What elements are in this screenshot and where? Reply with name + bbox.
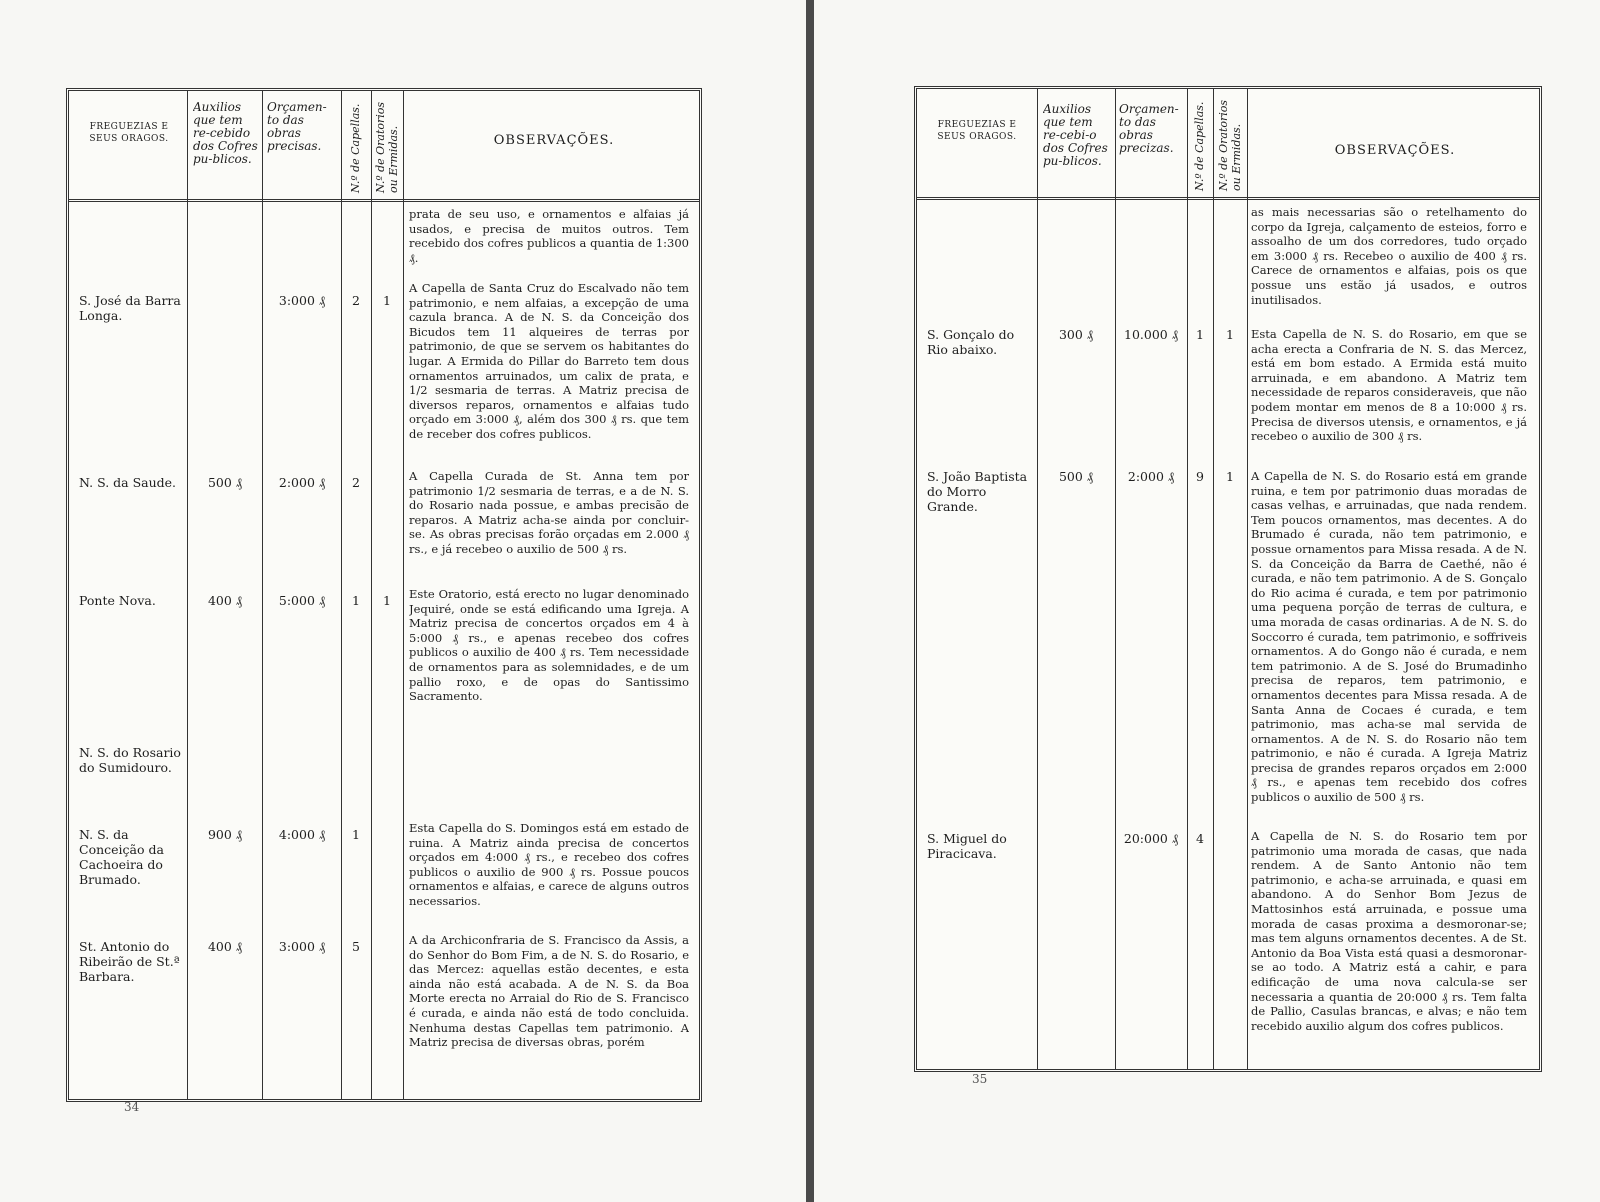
row-auxilio: 400 ₰ xyxy=(207,939,243,954)
header-auxilios: Auxilios que tem re-cebi-o dos Cofres pu-blicos. xyxy=(1043,103,1108,168)
row-orcamento: 4:000 ₰ xyxy=(278,827,326,842)
row-orcamento: 2:000 ₰ xyxy=(1127,469,1175,484)
row-capellas: 1 xyxy=(352,593,360,608)
row-orcamento: 3:000 ₰ xyxy=(278,939,326,954)
header-capellas: N.º de Capellas. xyxy=(1193,101,1206,191)
row-observation: A da Archiconfraria de S. Francisco da Assis, a do Senhor do Bom Fim, a de N. S. do Rosario, e das Mercez: aquellas estão decentes, e esta ainda não está acabada. A de N. S. da Boa Morte erecta no Arraial do Rio de S. Francisco é curada, e ainda não está de todo concluida. Nenhuma destas Capellas tem patrimonio. A Matriz precisa de diversas obras, porém xyxy=(409,933,689,1050)
header-freguezias: FREGUEZIAS E SEUS ORAGOS. xyxy=(89,122,169,144)
book-gutter xyxy=(806,0,814,1202)
header-orcamentos: Orçamen-to das obras precizas. xyxy=(1119,103,1179,155)
row-freguezia: S. Miguel do Piracicava. xyxy=(927,831,1007,861)
row-observation: Esta Capella de N. S. do Rosario, em que se acha erecta a Confraria de N. S. das Mercez, está em bom estado. A Ermida está muito arruinada, e em abandono. A Matriz tem necessidade de reparos consideraveis, que não podem montar em menos de 8 a 10:000 ₰ rs. Precisa de diversos utensis, e ornamentos, e já recebeo o auxilio de 300 ₰ rs. xyxy=(1251,327,1527,444)
header-capellas: N.º de Capellas. xyxy=(349,103,362,193)
row-observation: A Capella de N. S. do Rosario está em grande ruina, e tem por patrimonio duas moradas de casas velhas, e arruinadas, que nada rendem. Tem poucos ornamentos, mas decentes. A do Brumado é curada, não tem patrimonio, e possue ornamentos para Missa resada. A de N. S. da Conceição da Barra de Caethé, não é curada, e não tem patrimonio. A de S. Gonçalo do Rio acima é curada, e tem por patrimonio uma pequena porção de terras de cultura, e uma morada de casas ordinarias. A de N. S. do Soccorro é curada, tem patrimonio, e soffriveis ornamentos. A do Gongo não é curada, e nem tem patrimonio. A de S. José do Brumadinho precisa de reparos, tem patrimonio, e ornamentos decentes para Missa resada. A de Santa Anna de Cocaes é curada, e tem patrimonio, mas acha-se mal servida de ornamentos. A de N. S. do Rosario não tem patrimonio, e não é curada. A Igreja Matriz precisa de grandes reparos orçados em 2:000 ₰ rs., e apenas tem recebido dos cofres publicos o auxilio de 500 ₰ rs. xyxy=(1251,469,1527,805)
row-observation: prata de seu uso, e ornamentos e alfaias já usados, e precisa de muitos outros. Tem recebido dos cofres publicos a quantia de 1:300 ₰. xyxy=(409,207,689,265)
row-auxilio: 300 ₰ xyxy=(1058,327,1094,342)
row-auxilio: 900 ₰ xyxy=(207,827,243,842)
header-auxilios: Auxilios que tem re-cebido dos Cofres pu-blicos. xyxy=(193,101,258,166)
row-capellas: 4 xyxy=(1196,831,1204,846)
right-table-header xyxy=(917,89,1539,200)
left-table xyxy=(66,88,702,1102)
row-observation: A Capella de N. S. do Rosario tem por patrimonio uma morada de casas, que nada rendem. A de Santo Antonio não tem patrimonio, e acha-se arruinada, e quasi em abandono. A do Senhor Bom Jezus de Mattosinhos está arruinada, e possue uma morada de casas proxima a desmoronar-se; mas tem alguns ornamentos decentes. A de St. Antonio da Boa Vista está quasi a desmoronar-se ao todo. A Matriz está a cahir, e para edificação de uma nova calcula-se ser necessaria a quantia de 20:000 ₰ rs. Tem falta de Pallio, Casulas brancas, e alvas; e não tem recebido auxilio algum dos cofres publicos. xyxy=(1251,829,1527,1033)
row-oratorios: 1 xyxy=(383,293,391,308)
row-capellas: 1 xyxy=(1196,327,1204,342)
row-freguezia: N. S. da Saude. xyxy=(79,475,177,490)
row-freguezia: N. S. do Rosario do Sumidouro. xyxy=(79,745,181,775)
row-observation: A Capella Curada de St. Anna tem por patrimonio 1/2 sesmaria de terras, e a de N. S. do Rosario nada possue, e ambas precisão de reparos. A Matriz acha-se ainda por concluir-se. As obras precisas forão orçadas em 2.000 ₰ rs., e já recebeo o auxilio de 500 ₰ rs. xyxy=(409,469,689,556)
row-capellas: 5 xyxy=(352,939,360,954)
row-freguezia: Ponte Nova. xyxy=(79,593,156,608)
row-orcamento: 5:000 ₰ xyxy=(278,593,326,608)
page-number: 34 xyxy=(124,1100,140,1114)
right-page xyxy=(814,0,1600,1202)
header-observacoes: OBSERVAÇÕES. xyxy=(493,133,615,148)
right-table xyxy=(914,86,1542,1072)
row-orcamento: 20:000 ₰ xyxy=(1123,831,1179,846)
page-number: 35 xyxy=(972,1072,988,1086)
row-observation: Esta Capella do S. Domingos está em estado de ruina. A Matriz ainda precisa de concertos orçados em 4:000 ₰ rs., e recebeo dos cofres publicos o auxilio de 900 ₰ rs. Possue poucos ornamentos e alfaias, e carece de alguns outros necessarios. xyxy=(409,821,689,908)
row-capellas: 2 xyxy=(352,475,360,490)
row-oratorios: 1 xyxy=(1226,327,1234,342)
row-freguezia: S. José da Barra Longa. xyxy=(79,293,181,323)
row-freguezia: S. Gonçalo do Rio abaixo. xyxy=(927,327,1015,357)
header-observacoes: OBSERVAÇÕES. xyxy=(1334,143,1456,158)
row-capellas: 1 xyxy=(352,827,360,842)
row-orcamento: 3:000 ₰ xyxy=(278,293,326,308)
row-capellas: 9 xyxy=(1196,469,1204,484)
row-observation: Este Oratorio, está erecto no lugar denominado Jequiré, onde se está edificando uma Igreja. A Matriz precisa de concertos orçados em 4 à 5:000 ₰ rs., e apenas recebeo dos cofres publicos o auxilio de 400 ₰ rs. Tem necessidade de ornamentos para as solemnidades, e de um pallio roxo, e de opas do Santissimo Sacramento. xyxy=(409,587,689,704)
row-orcamento: 2:000 ₰ xyxy=(278,475,326,490)
row-freguezia: N. S. da Conceição da Cachoeira do Brumado. xyxy=(79,827,164,887)
header-freguezias: FREGUEZIAS E SEUS ORAGOS. xyxy=(937,120,1017,142)
row-auxilio: 500 ₰ xyxy=(207,475,243,490)
row-observation: as mais necessarias são o retelhamento do corpo da Igreja, calçamento de esteios, forro e assoalho de um dos corredores, tudo orçado em 3:000 ₰ rs. Recebeo o auxilio de 400 ₰ rs. Carece de ornamentos e alfaias, pois os que possue uns estão já usados, e outros inutilisados. xyxy=(1251,205,1527,307)
row-freguezia: St. Antonio do Ribeirão de St.ª Barbara. xyxy=(79,939,180,984)
header-oratorios: N.º de Oratorios ou Ermidas. xyxy=(1217,99,1243,191)
row-auxilio: 400 ₰ xyxy=(207,593,243,608)
row-freguezia: S. João Baptista do Morro Grande. xyxy=(927,469,1028,514)
row-orcamento: 10.000 ₰ xyxy=(1124,327,1178,342)
row-oratorios: 1 xyxy=(1226,469,1234,484)
row-capellas: 2 xyxy=(352,293,360,308)
row-observation: A Capella de Santa Cruz do Escalvado não tem patrimonio, e nem alfaias, a excepção de uma cazula branca. A de N. S. da Conceição dos Bicudos tem 11 alqueires de terras por patrimonio, de que se servem os habitantes do lugar. A Ermida do Pillar do Barreto tem dous ornamentos arruinados, um calix de prata, e 1/2 sesmaria de terras. A Matriz precisa de diversos reparos, ornamentos e alfaias tudo orçado em 3:000 ₰, além dos 300 ₰ rs. que tem de receber dos cofres publicos. xyxy=(409,281,689,441)
row-auxilio: 500 ₰ xyxy=(1058,469,1094,484)
header-oratorios: N.º de Oratorios ou Ermidas. xyxy=(374,101,400,193)
header-orcamentos: Orçamen-to das obras precisas. xyxy=(267,101,327,153)
left-table-header xyxy=(69,91,699,202)
row-oratorios: 1 xyxy=(383,593,391,608)
